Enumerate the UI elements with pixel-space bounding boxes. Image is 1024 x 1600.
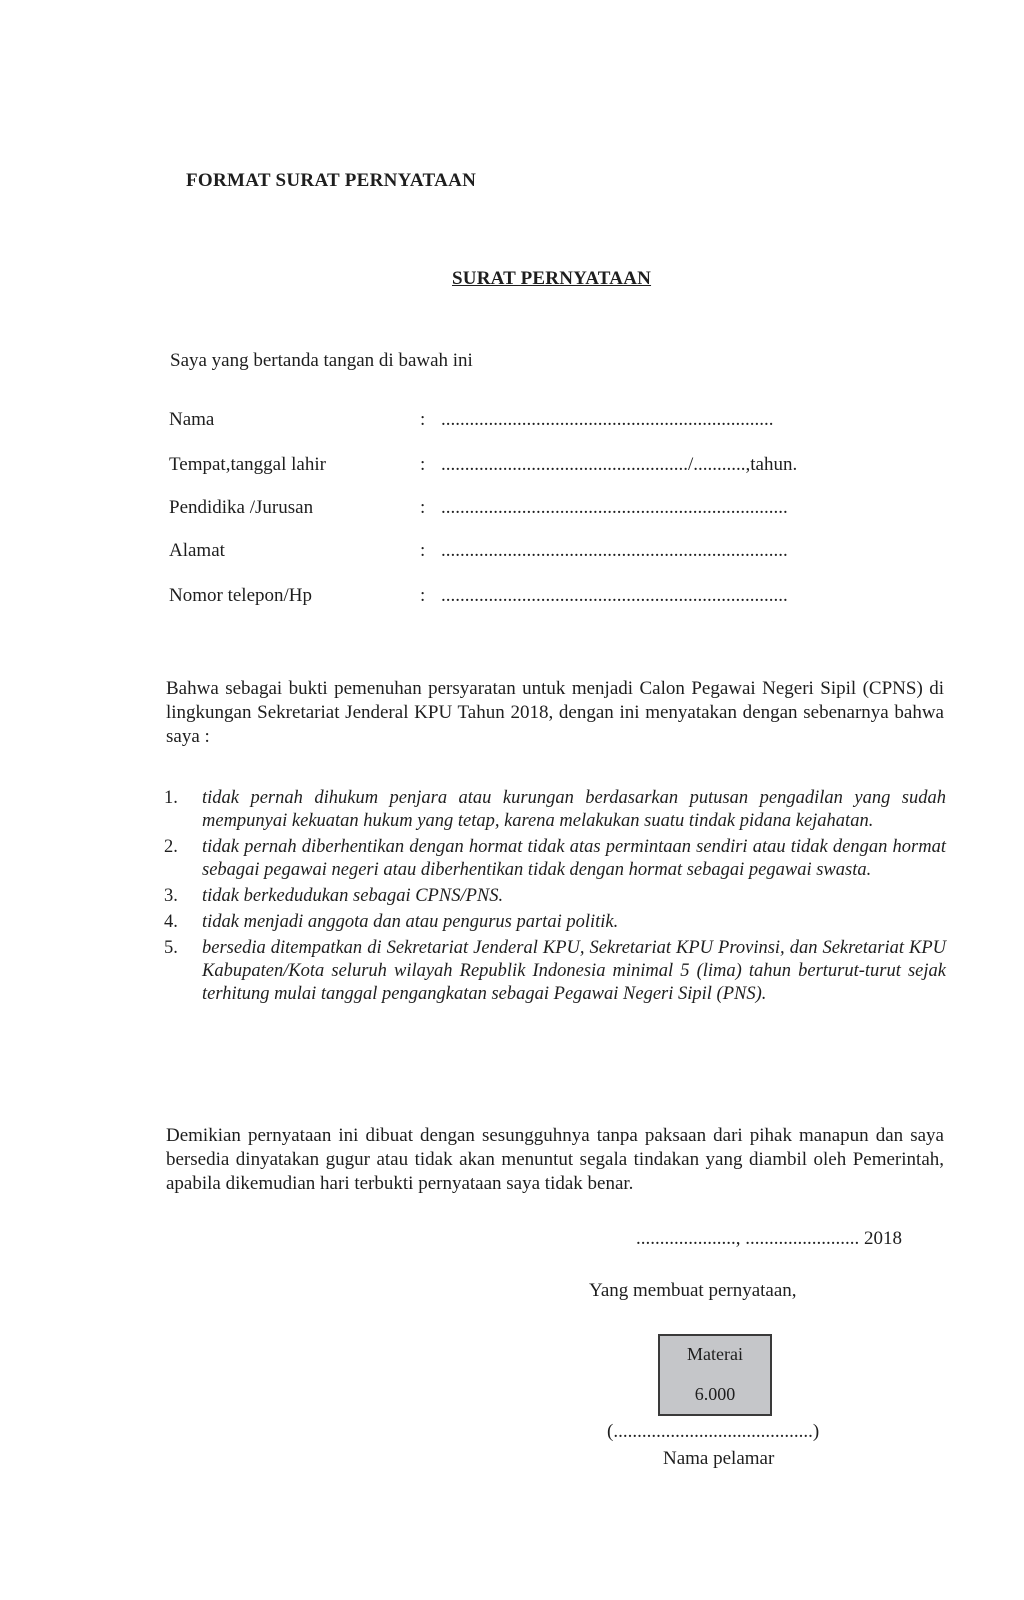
field-label: Pendidika /Jurusan xyxy=(169,497,314,518)
place-date-line: ....................., ........................ 2018 xyxy=(636,1228,902,1249)
statement-intro: Bahwa sebagai bukti pemenuhan persyaratan untuk menjadi Calon Pegawai Negeri Sipil (CPNS) di lingkungan Sekretariat Jenderal KPU Tahun 2018, dengan ini menyatakan dengan sebenarnya bahwa saya : xyxy=(166,678,944,747)
field-pendidikan-jurusan xyxy=(169,497,849,523)
signature-caption: Nama pelamar xyxy=(663,1448,775,1469)
signature-name-line: (..........................................) xyxy=(607,1421,820,1442)
field-tempat-tanggal-lahir xyxy=(169,454,849,480)
clause-number: 4. xyxy=(164,912,178,932)
clause-text: tidak pernah dihukum penjara atau kurungan berdasarkan putusan pengadilan yang sudah mempunyai kekuatan hukum yang tetap, karena melakukan suatu tindak pidana kejahatan. xyxy=(202,788,946,831)
stamp-label: Materai xyxy=(687,1344,743,1364)
closing-paragraph: Demikian pernyataan ini dibuat dengan sesungguhnya tanpa paksaan dari pihak manapun dan saya bersedia dinyatakan gugur atau tidak akan menuntut segala tindakan yang diambil oleh Pemerintah, apabila dikemudian hari terbukti pernyataan saya tidak benar. xyxy=(166,1125,944,1194)
field-label: Alamat xyxy=(169,540,225,561)
field-colon: : xyxy=(420,585,426,606)
field-blank: ......................................................................... xyxy=(441,585,788,606)
field-nama xyxy=(169,409,849,435)
stamp-value: 6.000 xyxy=(694,1384,736,1404)
field-colon: : xyxy=(420,540,426,561)
clause-number: 2. xyxy=(164,837,178,857)
field-blank: ..................................................../...........,tahun. xyxy=(441,454,798,475)
materai-stamp-box xyxy=(658,1334,772,1416)
field-label: Nomor telepon/Hp xyxy=(169,585,313,606)
intro-text: Saya yang bertanda tangan di bawah ini xyxy=(170,350,473,371)
clause-item xyxy=(164,911,946,934)
clause-number: 3. xyxy=(164,886,178,906)
field-colon: : xyxy=(420,409,426,430)
clause-text: tidak menjadi anggota dan atau pengurus partai politik. xyxy=(202,912,619,932)
clause-item xyxy=(164,836,946,882)
clause-item xyxy=(164,937,946,1006)
clause-item xyxy=(164,787,946,833)
field-blank: ...................................................................... xyxy=(441,409,774,430)
maker-label: Yang membuat pernyataan, xyxy=(589,1280,797,1301)
field-blank: ......................................................................... xyxy=(441,540,788,561)
clause-text: bersedia ditempatkan di Sekretariat Jenderal KPU, Sekretariat KPU Provinsi, dan Sekretariat KPU Kabupaten/Kota seluruh wilayah Republik Indonesia minimal 5 (lima) tahun berturut-turut sejak terhitung mulai tanggal pengangkatan sebagai Pegawai Negeri Sipil (PNS). xyxy=(202,938,946,1004)
clause-text: tidak pernah diberhentikan dengan hormat tidak atas permintaan sendiri atau tidak dengan hormat sebagai pegawai negeri atau diberhentikan tidak dengan hormat sebagai pegawai swasta. xyxy=(202,837,946,880)
format-title: FORMAT SURAT PERNYATAAN xyxy=(186,170,477,191)
clause-item xyxy=(164,885,946,908)
field-label: Nama xyxy=(169,409,215,430)
clause-number: 1. xyxy=(164,788,178,808)
field-blank: ......................................................................... xyxy=(441,497,788,518)
clause-list xyxy=(164,787,946,1009)
field-alamat xyxy=(169,540,849,566)
clause-text: tidak berkedudukan sebagai CPNS/PNS. xyxy=(202,886,504,906)
field-colon: : xyxy=(420,454,426,475)
field-nomor-telepon xyxy=(169,585,849,611)
field-label: Tempat,tanggal lahir xyxy=(169,454,326,475)
clause-number: 5. xyxy=(164,938,178,958)
field-colon: : xyxy=(420,497,426,518)
letter-title: SURAT PERNYATAAN xyxy=(452,268,652,289)
